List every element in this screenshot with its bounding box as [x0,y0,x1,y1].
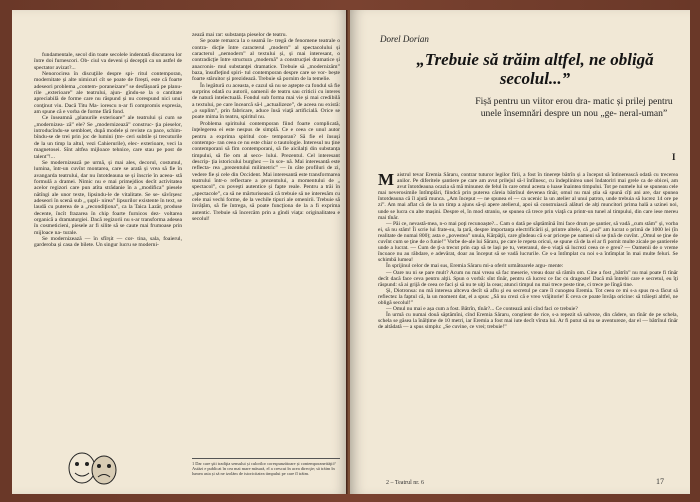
right-paragraph: — Omul nu mai e așa cum a fost. Bătrîn, tînăr?... Ce contează anii cînd faci ce trebuie? [386,306,578,313]
left-col1-paragraph: Se modernizează — în sfîrșit — cor- tina, sala, foaierul, garderoba și casa de bilete. Un singur lucru se moderni- [34,235,182,249]
left-column-2 [192,32,340,472]
left-column-1 [34,52,182,462]
right-paragraph: În sprijinul celor de mai sus, Eremia Săraru mi-a oferit următoarele argu- mente: [386,263,564,270]
first-paragraph-text: aistrul tevar Eremia Săraru, contrar tuturor legilor firii, a fost în tinerețe bătrîn și a început să întinerească odată cu trecerea anilor. Pe diferitele șantiere pe care am avut prilejul să-l întîlnesc, cu îndeplinirea unei îndatoriri mai grele ca de obicei, am avut întotdeauna ocazia să mă minunez de felul în care omul acesta o luase înaintea timpului. Tot pe numele lui se spuneau cele mai neverosimile întîmplări, fiindcă prin puterea căreia bătrînul devenea tînăr, omul nu mai știa să spună cîți ani are, dar spunea întotdeauna că îl ajută munca. „Am început — ne spunea el — ca ucenic la un atelier al unui patron, unde trebuia să lucrez 14 ore pe zi”. Am mai aflat că de la un timp a ajuns să-și apere atelierul, apoi să construiască alături de alți muncitori prima hală a uzinei noi, unde se lucra cu alte mașini. Despre el, în mod straniu, se spunea că trece prin viaţă ca printr-un tunel al timpului, din care iese mereu mai tînăr. [378,172,678,221]
page-number: 17 [656,477,664,486]
right-paragraph: — Păi ce, nevastă-mea, n-o mai poţi recunoaște?... Cam o dată pe săptămînă îmi face drum pe șantier, să vadă „cum stăm” și, vorba ei, să nu stăm! Îi scrie lui frate-su, la țară, despre importanţa electrificării și, printre altele, că „noi” am lucrat o primă de 1000 lei (în realitate de numai 800); asta e „povestea” unuia, Kărpăţii, care gîndeau că s-ar pricepe pe oameni să se țină de cuvînt. „Omul se ţine de cuvînt cum se ţine de o funie!” Vorbe de-ale lui Săraru, pe care le repeta oricui, se spune că de la el ar fi pornit multe zicale pe șantierele unde a lucrat. — Cum de ţi-a trecut prin cap să te lași pe tu, veteranul, de-o viaţă să lucrezi ceea ce e greu? — Oamenii de o vreme încoace nu au răbdare, e adevărat, doar au început să se vadă lucrurile. Ce s-a întîmplat cu noi s-a întîmplat în mai multe feluri. Se schimbă lumea! [378,220,678,264]
right-paragraph: — Oare nu ni se pare mult? Acum nu mai vreau să fac meserie, vreau doar să rămîn om. Cine a fost „bătrîn” nu mai poate fi tînăr decît dacă face ceva pentru alţii. Spun o vorbă: sînt tînăr, pentru că lucrez ce fac cu dragoste! Dacă mă întrebi care e secretul, eu îţi răspund: să ai grijă de ceea ce faci şi să nu te uiţi la ceas; atunci timpul nu mai trece peste tine, ci trece pe lîngă tine. [378,269,678,288]
section-number: I [672,152,676,162]
left-col2-paragraph: zează mai rar: substanța pieselor de teatru. [192,32,287,38]
first-paragraph [378,172,678,221]
left-col1-paragraph: Se modernizează pe urmă, și mai ales, decorul, costumul, lumina, într-un cuvînt montarea, care se arată și vrea să fie în avangarda teatrului, dar nu întotdeauna se și înscrie în aceea- stă formulă a dramei. Nimic nu e mai primejdios decît activitatea acelor regizori care pun atîta strădanie în a „modifica” piesele nătîngi ale unor texte, lipsindu-le de vitalitate. Se se- săvîrșesc adeseori în scenă sub „ șupli- nirea” lipsurilor existente în text, se laudă cu puterea de a „recondiţiona”, ca la Taica Lazăr, produse decente, încît frazarea în chip foarte furnicos dez- voltarea organică a dramaturgiei. Dacă regizorii nu s-ar transforma adesea în cosmeticieni, piesele ar fi silite să se caute mai frumoase prin mijloace na- turale. [34,159,182,236]
theatre-masks-icon [52,450,132,486]
author-name: Dorel Dorian [380,34,429,44]
left-col1-paragraph: Nenorocirea în discuţiile despre spi- ritul contemporan, modernitate și alte nimicuri cît se poate de firești, este că foarte adeseori problema „contem- poraneizare” se desfășoară pe planu- rile „exterioare” ale teatrului, ajun- gîndu-se la o cantitate apreciabilă de forme care nu răspund și nu corespund nici unui conţinut viu. Dacă Titu Ma- iorescu n-ar fi compromis expresia, am spune că e vorba de forme fără fond. [34,71,182,116]
left-col2-paragraph: Se poate remarca la o seamă în- tregă de fenomene teatrale o contra- dicţie între caracterul „modern” al spectacolului și caracterul „nemodern” al textului și, și mai interesant, o contradicţie între structura „modernă” a construcţiei dramatice și anacronis- mul substanţei dramatice. Trebuie să „modernizăm” baza, însufleţind spiri- tul contemporan despre care se vor- bește foarte stăruitor și prezidează. Trebuie să pornim de la temelie. [192,38,340,83]
left-col2-paragraph: Problema spiritului contemporan fiind foarte complicată, înţelegerea ei este nespus de simplă. Ce e ceea ce unul autor pentru a exprima spiritul con- temporan? Să fie el însuși contempo- ran ceea ce nu este chiar o tautologie. Interesul nu ţine contemporani să fim contemporani, să fie aicilalți din substanța timpului, să fie om al seco- lului. Prezentul. Cel interesant descrip- ţia istoricului burghez — în sce- nă. Mai interesantă este reflecta- rea „prezentului milimetric” — în câte profiluri de zi, vedere fie și cele din Occident. Mai interesantă este transformarea teatrului într-o reflectare a prezentului, a momentului de „ spectacol”, cu poveşti autentice și fapte reale. Pentru a trăi în „spectacole”, ca să ne mărturisească că trebuie să ne interesăm cu cele mai vechi forme, de la vechile tipuri ale omenirii. Trebuie să învățăm, să fie întrega, să poate funcţiona de la a fi exprima autentic. Trebuie să încercăm prin a gîndi viaţa: originalitatea e secolul! [192,120,340,222]
right-column [378,172,678,470]
page-footer-label: 2 – Teatrul nr. 6 [386,480,424,486]
article-subtitle: Fișă pentru un viitor erou dra- matic și prilej pentru unele însemnări despre un nou „ge- neral-uman” [475,96,673,119]
left-col2-paragraph: În legătură cu aceasta, e cazul să nu se aştepte ca fondul să fie surprins odată cu autorii, oamenii de teatru sau criticii cu interes de natură intelectuală. Fondul sub forma mai vie și mai credibilă a textului, pe care încearcă să-l „actualizeze”, de aceea nu există: „o suplim”, prin fabricare, aduce însă viaţă artificială. Orice se poate mima în teatru, spiritul nu. [192,82,340,121]
drop-cap: M [378,170,395,189]
footnote: 1 Dar care ştii tradiţia sensului și culorilor corespunzătoare și contemporaneităţii? Astăzi e publicat în cea mai mare măsură, el a crescut în acea direcţie; să trăim în lumea asta și să ne izolăm de istoricitatea timpului pe care îl trăim. [192,458,340,477]
left-col1-paragraph: fundamentale, secol din toate secolele indentată discutarea lor între doi furnescori. Ob- ciul va deveni și decepţii ca un astfel de spectator avizat?... [34,52,182,71]
right-paragraph: Și, Diotronsa: nu mă interesa altceva decît să aflu şi eu secretul pe care îl cunoştea Eremia. Tot ceea ce mi s-a spus m-a făcut să reflectez la faptul că, la un moment dat, el a spus: „Să nu crezi că e vreo vrăjitorie! E ceva ce poate învăţa oricine: să trăieşti altfel, ne obligă secolul!” [378,287,678,306]
left-col1-paragraph: Ce înseamnă „planurile exterioare” ale teatrului și cum se „modernizea- ză” ele? Se „modernizează” construc- ţia pieselor, introducîndu-se sembloet, după modele și reviste ca pace, schim- bîndu-se de trei prin joc de lumini (tre- ceri subtile și trecuturile de la un timp la altul, vezi Cahierurile), elec- exterioare, veci la magnetosei. Sînt altfea mijloace tehnice, care stau pe post de talent”!... [34,115,182,160]
right-paragraph: În urmă cu numai două săptămîni, cînd Eremia Săraru, conștient de rice, s-a repezit să salveze, din cădere, un tînăr de pe schela, schela se găsea la înălțime de 10 metri, iar Eremia a fost mai iute decît vîrsta lui. Ar fi putut să nu se aventureze, dar el — bătrînul tînăr de altădată — a spus simplu: „Se cuvine, ce vrei; trebuie!” [378,312,678,331]
left-page [12,10,348,494]
article-title: „Trebuie să trăim altfel, ne obligă secolul...” [416,50,654,88]
right-page [350,10,690,494]
